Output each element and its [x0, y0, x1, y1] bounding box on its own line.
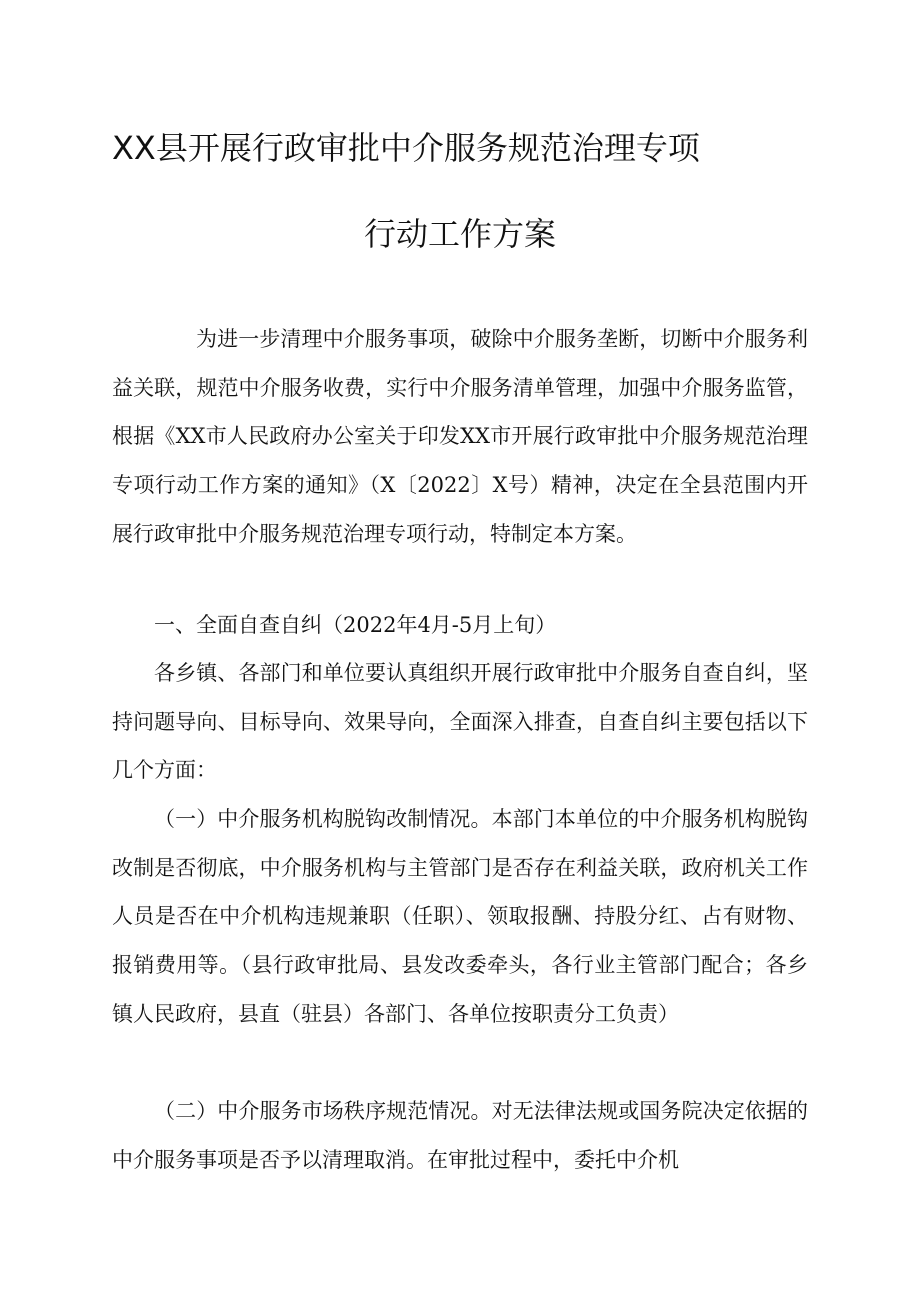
section-1-paragraph: 各乡镇、各部门和单位要认真组织开展行政审批中介服务自查自纠，坚持问题导向、目标导向、效果导向，全面深入排查，自查自纠主要包括以下几个方面：	[112, 661, 808, 783]
document-title-line-1: XX县开展行政审批中介服务规范治理专项	[112, 129, 700, 167]
intro-paragraph: 为进一步清理中介服务事项，破除中介服务垄断，切断中介服务利益关联，规范中介服务收费，实行中介服务清单管理，加强中介服务监管，根据《XX市人民政府办公室关于印发XX市开展行政审批中介服务规范治理专项行动工作方案的通知》（X〔2022〕X号）精神，决定在全县范围内开展行政审批中介服务规范治理专项行动，特制定本方案。	[112, 327, 808, 546]
document-title-line-2: 行动工作方案	[363, 215, 556, 253]
subsection-1-paragraph: （一）中介服务机构脱钩改制情况。本部门本单位的中介服务机构脱钩改制是否彻底，中介服务机构与主管部门是否存在利益关联，政府机关工作人员是否在中介机构违规兼职（任职）、领取报酬、持股分红、占有财物、报销费用等。（县行政审批局、县发改委牵头，各行业主管部门配合；各乡镇人民政府，县直（驻县）各部门、各单位按职责分工负责）	[112, 807, 808, 1026]
section-heading-1: 一、全面自查自纠（2022年4月-5月上旬）	[154, 613, 557, 637]
subsection-2-paragraph: （二）中介服务市场秩序规范情况。对无法律法规或国务院决定依据的中介服务事项是否予以清理取消。在审批过程中，委托中介机	[112, 1099, 808, 1172]
